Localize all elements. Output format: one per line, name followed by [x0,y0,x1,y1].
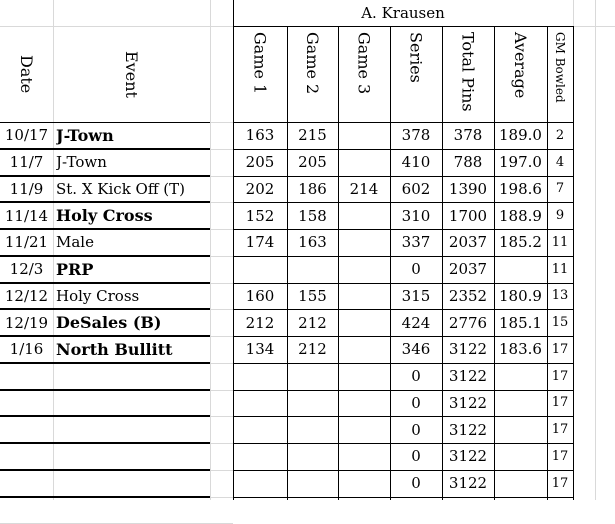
cell-gm: 17 [551,395,569,411]
date-cell: 11/7 [9,153,44,172]
event-cell [56,470,210,497]
cell-total: 2037 [448,260,488,279]
date-cell: 11/9 [9,179,44,198]
cell-g2: 205 [298,153,327,172]
event-cell [56,416,210,443]
event-cell: Holy Cross [56,206,153,226]
cell-g3 [338,443,390,470]
cell-g2: 155 [298,286,327,305]
cell-g3 [338,336,390,363]
cell-total: 378 [453,126,483,145]
header-event-label: Event [122,50,141,98]
header-game-3 [338,26,390,122]
cell-g2: 163 [298,233,327,252]
cell-g1: 134 [245,340,275,359]
event-cell: PRP [56,259,94,279]
cell-gm: 17 [551,422,569,438]
event-cell: DeSales (B) [56,313,162,333]
header-date-label: Date [17,54,36,94]
event-cell [56,443,210,470]
cell-g3 [338,229,390,256]
cell-g1: 205 [245,153,275,172]
cell-gm: 17 [551,448,569,464]
cell-avg: 185.2 [499,233,542,252]
cell-avg: 183.6 [499,340,542,359]
date-cell [0,363,53,390]
gridline [595,0,596,500]
cell-avg: 198.6 [499,179,542,198]
cell-gm: 11 [551,234,569,250]
cell-g1 [233,443,287,470]
header-average-label: Average [511,32,530,99]
date-cell: 1/16 [9,340,44,359]
header-date [0,26,53,122]
cell-avg [494,470,547,497]
date-cell: 12/19 [4,313,49,332]
date-cell: 11/14 [4,206,49,225]
cell-total: 2776 [448,313,488,332]
date-cell: 10/17 [4,126,49,145]
date-cell [0,390,53,417]
header-total-pins-label: Total Pins [458,32,478,112]
cell-gm: 15 [551,315,569,331]
cell-series: 378 [401,126,431,145]
cell-gm: 17 [551,341,569,357]
cell-avg: 197.0 [499,153,542,172]
cell-total: 2352 [448,286,488,305]
cell-gm: 17 [551,368,569,384]
cell-g3 [338,363,390,390]
header-gm-bowled-label: GM Bowled [553,32,567,103]
header-series [390,26,442,122]
cell-avg [494,443,547,470]
cell-avg [494,363,547,390]
cell-g2 [287,363,338,390]
cell-avg [494,390,547,417]
cell-avg: 189.0 [499,126,542,145]
cell-series: 0 [411,393,421,412]
cell-series: 0 [411,447,421,466]
date-cell [0,443,53,470]
event-cell [56,363,210,390]
cell-series: 602 [401,179,431,198]
header-top-border [233,26,573,27]
cell-total: 3122 [448,474,488,493]
cell-g1 [233,390,287,417]
cell-g1 [233,363,287,390]
gridline [210,0,211,500]
cell-gm: 13 [551,288,569,304]
header-series-label: Series [406,32,426,83]
header-event [53,26,210,122]
header-game-2 [287,26,338,122]
header-game-2-label: Game 2 [303,32,322,95]
cell-avg: 180.9 [499,286,542,305]
event-cell: J-Town [56,125,114,145]
cell-g2 [287,256,338,283]
cell-g1: 202 [245,179,275,198]
cell-total: 788 [453,153,483,172]
cell-total: 1390 [448,179,488,198]
cell-g3 [338,416,390,443]
cell-gm: 11 [551,261,569,277]
cell-g3: 214 [349,179,379,198]
cell-g2: 212 [298,340,327,359]
cell-g2: 212 [298,313,327,332]
cell-total: 1700 [448,206,488,225]
cell-avg [494,416,547,443]
cell-series: 410 [401,153,431,172]
cell-g3 [338,122,390,149]
cell-g1 [233,470,287,497]
cell-series: 0 [411,474,421,493]
date-cell: 12/3 [9,260,44,279]
cell-g1: 174 [245,233,275,252]
cell-total: 3122 [448,367,488,386]
cell-gm: 17 [551,475,569,491]
cell-g2: 158 [298,206,327,225]
event-cell: North Bullitt [56,339,173,359]
cell-g3 [338,470,390,497]
cell-g1 [233,416,287,443]
cell-total: 3122 [448,340,488,359]
cell-g1: 152 [245,206,275,225]
cell-series: 346 [401,340,431,359]
cell-series: 310 [401,206,431,225]
cell-series: 337 [401,233,431,252]
cell-g3 [338,256,390,283]
cell-gm: 2 [555,127,565,143]
cell-g2: 186 [298,179,327,198]
header-average [494,26,547,122]
cell-total: 3122 [448,447,488,466]
cell-g2 [287,390,338,417]
cell-g3 [338,283,390,310]
header-game-1 [233,26,287,122]
cell-total: 2037 [448,233,488,252]
header-total-pins [442,26,494,122]
table-border-right [573,26,574,500]
cell-series: 315 [401,286,431,305]
header-game-3-label: Game 3 [354,32,374,95]
row-divider [233,497,573,498]
date-cell [0,416,53,443]
event-cell: J-Town [56,153,107,172]
cell-gm: 7 [555,181,565,197]
cell-g3 [338,390,390,417]
cell-g3 [338,202,390,229]
cell-g3 [338,149,390,176]
event-cell: Male [56,233,94,252]
cell-g2: 215 [298,126,327,145]
header-game-1-label: Game 1 [250,32,270,95]
cell-avg: 188.9 [499,206,542,225]
date-cell [0,470,53,497]
cell-avg: 185.1 [499,313,542,332]
date-cell: 11/21 [4,233,49,252]
cell-g1: 212 [245,313,275,332]
cell-g2 [287,470,338,497]
cell-gm: 4 [555,154,565,170]
date-cell: 12/12 [4,286,49,305]
player-name-title: A. Krausen [361,4,445,22]
cell-series: 0 [411,367,421,386]
cell-series: 0 [411,260,421,279]
cell-series: 0 [411,420,421,439]
event-cell: Holy Cross [56,286,140,305]
cell-g2 [287,443,338,470]
cell-g1: 163 [245,126,275,145]
header-gm-bowled [547,26,573,122]
cell-total: 3122 [448,420,488,439]
cell-avg [494,256,547,283]
event-cell: St. X Kick Off (T) [56,179,185,198]
gridline [573,26,615,27]
cell-g2 [287,416,338,443]
event-cell [56,390,210,417]
cell-g3 [338,309,390,336]
cell-g1: 160 [245,286,275,305]
cell-gm: 9 [555,208,565,224]
cell-series: 424 [401,313,431,332]
cell-total: 3122 [448,393,488,412]
cell-g1 [233,256,287,283]
